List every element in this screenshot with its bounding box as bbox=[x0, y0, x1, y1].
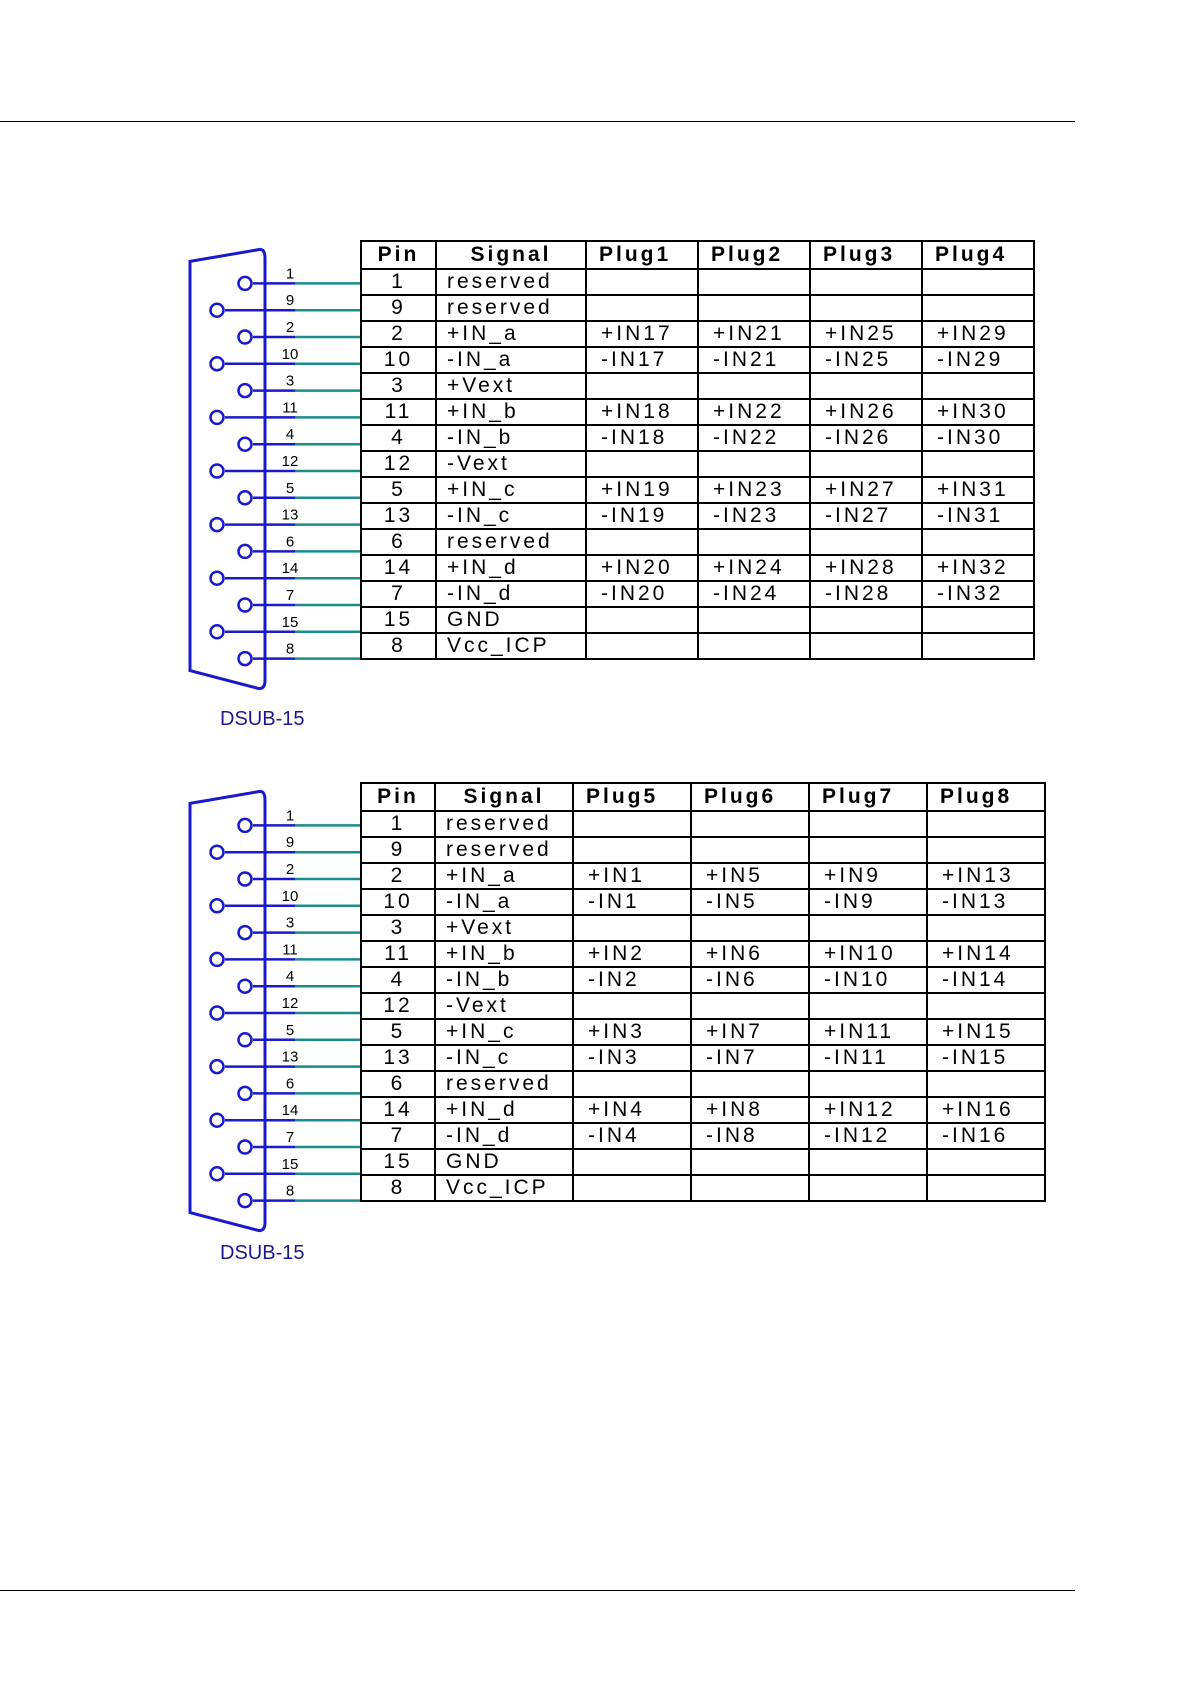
plug-cell bbox=[927, 1149, 1045, 1175]
pin-cell: 9 bbox=[361, 837, 435, 863]
signal-cell: +Vext bbox=[436, 373, 586, 399]
plug-cell bbox=[809, 993, 927, 1019]
column-header: Plug3 bbox=[810, 241, 922, 269]
plug-cell bbox=[810, 607, 922, 633]
column-header: Plug4 bbox=[922, 241, 1034, 269]
plug-cell: -IN30 bbox=[922, 425, 1034, 451]
plug-cell: +IN13 bbox=[927, 863, 1045, 889]
plug-cell: -IN2 bbox=[573, 967, 691, 993]
pin-contact-circle bbox=[211, 1060, 224, 1073]
plug-cell: +IN12 bbox=[809, 1097, 927, 1123]
table-row bbox=[361, 1175, 1045, 1201]
plug-cell: -IN12 bbox=[809, 1123, 927, 1149]
plug-cell: +IN18 bbox=[586, 399, 698, 425]
signal-cell: +IN_b bbox=[435, 941, 573, 967]
pin-cell: 1 bbox=[361, 269, 436, 295]
plug-cell: +IN16 bbox=[927, 1097, 1045, 1123]
plug-cell bbox=[810, 269, 922, 295]
signal-cell: +IN_d bbox=[436, 555, 586, 581]
plug-cell bbox=[586, 451, 698, 477]
pin-cell: 12 bbox=[361, 993, 435, 1019]
plug-cell bbox=[698, 633, 810, 659]
signal-cell: -Vext bbox=[436, 451, 586, 477]
plug-cell: -IN22 bbox=[698, 425, 810, 451]
table-row bbox=[361, 993, 1045, 1019]
signal-cell: +IN_a bbox=[435, 863, 573, 889]
table-row bbox=[361, 399, 1034, 425]
signal-cell: -IN_a bbox=[435, 889, 573, 915]
pin-number-label: 15 bbox=[281, 1155, 299, 1173]
signal-cell: reserved bbox=[435, 837, 573, 863]
signal-cell: +IN_b bbox=[436, 399, 586, 425]
plug-cell bbox=[586, 529, 698, 555]
pin-contact-circle bbox=[239, 1141, 252, 1154]
signal-cell: -Vext bbox=[435, 993, 573, 1019]
plug-cell: +IN20 bbox=[586, 555, 698, 581]
plug-cell: +IN28 bbox=[810, 555, 922, 581]
plug-cell bbox=[922, 529, 1034, 555]
pin-cell: 5 bbox=[361, 1019, 435, 1045]
pin-cell: 7 bbox=[361, 581, 436, 607]
pin-number-label: 2 bbox=[285, 861, 295, 878]
pin-cell: 6 bbox=[361, 1071, 435, 1097]
column-header: Pin bbox=[361, 783, 435, 811]
connector-label: DSUB-15 bbox=[220, 708, 305, 730]
plug-cell bbox=[698, 529, 810, 555]
plug-cell bbox=[698, 373, 810, 399]
pin-number-label: 12 bbox=[281, 453, 299, 470]
pin-contact-circle bbox=[239, 331, 252, 344]
signal-cell: +Vext bbox=[435, 915, 573, 941]
plug-cell: -IN26 bbox=[810, 425, 922, 451]
plug-cell: -IN25 bbox=[810, 347, 922, 373]
signal-cell: reserved bbox=[435, 811, 573, 837]
plug-cell: -IN17 bbox=[586, 347, 698, 373]
pin-number-label: 4 bbox=[285, 426, 295, 444]
pin-number-label: 1 bbox=[285, 807, 295, 825]
pin-cell: 11 bbox=[361, 399, 436, 425]
pin-number-label: 9 bbox=[285, 292, 295, 310]
plug-cell: +IN4 bbox=[573, 1097, 691, 1123]
plug-cell bbox=[809, 1071, 927, 1097]
plug-cell: -IN14 bbox=[927, 967, 1045, 993]
plug-cell bbox=[691, 1175, 809, 1201]
pin-number-label: 7 bbox=[285, 1129, 295, 1146]
plug-cell: -IN7 bbox=[691, 1045, 809, 1071]
table-row bbox=[361, 607, 1034, 633]
dsub15-connector-diagram bbox=[0, 240, 370, 760]
pin-cell: 2 bbox=[361, 863, 435, 889]
plug-cell bbox=[922, 373, 1034, 399]
plug-cell bbox=[573, 1175, 691, 1201]
pin-cell: 5 bbox=[361, 477, 436, 503]
plug-cell bbox=[573, 1071, 691, 1097]
plug-cell: +IN15 bbox=[927, 1019, 1045, 1045]
pin-contact-circle bbox=[239, 873, 252, 886]
pin-number-label: 11 bbox=[282, 941, 298, 959]
plug-cell: -IN13 bbox=[927, 889, 1045, 915]
plug-cell bbox=[927, 837, 1045, 863]
pin-cell: 3 bbox=[361, 915, 435, 941]
plug-cell: +IN3 bbox=[573, 1019, 691, 1045]
pin-contact-circle bbox=[211, 518, 224, 531]
table-row bbox=[361, 321, 1034, 347]
pin-number-label: 5 bbox=[285, 479, 295, 497]
pin-cell: 8 bbox=[361, 633, 436, 659]
plug-cell bbox=[586, 269, 698, 295]
plug-cell bbox=[922, 633, 1034, 659]
plug-cell bbox=[698, 295, 810, 321]
plug-cell: -IN31 bbox=[922, 503, 1034, 529]
pin-number-label: 10 bbox=[281, 345, 299, 363]
plug-cell: +IN31 bbox=[922, 477, 1034, 503]
pin-contact-circle bbox=[211, 1167, 224, 1180]
table-row bbox=[361, 477, 1034, 503]
table-row bbox=[361, 941, 1045, 967]
pin-cell: 10 bbox=[361, 347, 436, 373]
plug-cell: -IN19 bbox=[586, 503, 698, 529]
pin-contact-circle bbox=[211, 304, 224, 317]
pin-cell: 3 bbox=[361, 373, 436, 399]
plug-cell bbox=[922, 451, 1034, 477]
pin-number-label: 13 bbox=[281, 1048, 299, 1066]
signal-cell: reserved bbox=[436, 529, 586, 555]
table-row bbox=[361, 451, 1034, 477]
plug-cell bbox=[809, 1149, 927, 1175]
pin-number-label: 3 bbox=[285, 372, 295, 390]
pin-contact-circle bbox=[211, 846, 224, 859]
pin-contact-circle bbox=[239, 926, 252, 939]
pin-number-label: 8 bbox=[285, 640, 295, 658]
plug-cell: +IN1 bbox=[573, 863, 691, 889]
plug-cell: -IN32 bbox=[922, 581, 1034, 607]
plug-cell: +IN25 bbox=[810, 321, 922, 347]
column-header: Signal bbox=[435, 783, 573, 811]
plug-cell bbox=[810, 451, 922, 477]
pin-contact-circle bbox=[211, 572, 224, 585]
signal-cell: +IN_c bbox=[436, 477, 586, 503]
pin-contact-circle bbox=[239, 1087, 252, 1100]
plug-cell bbox=[573, 811, 691, 837]
pinout-diagram-plugs-5-8 bbox=[0, 782, 1190, 1302]
signal-cell: +IN_d bbox=[435, 1097, 573, 1123]
column-header: Plug7 bbox=[809, 783, 927, 811]
plug-cell: +IN29 bbox=[922, 321, 1034, 347]
plug-cell: +IN22 bbox=[698, 399, 810, 425]
plug-cell: +IN24 bbox=[698, 555, 810, 581]
plug-cell: -IN24 bbox=[698, 581, 810, 607]
table-row bbox=[361, 889, 1045, 915]
pin-number-label: 4 bbox=[285, 968, 295, 986]
signal-cell: -IN_b bbox=[435, 967, 573, 993]
pin-contact-circle bbox=[239, 438, 252, 451]
plug-cell bbox=[691, 1149, 809, 1175]
pin-contact-circle bbox=[239, 1194, 252, 1207]
plug-cell: -IN16 bbox=[927, 1123, 1045, 1149]
signal-cell: Vcc_ICP bbox=[436, 633, 586, 659]
plug-cell bbox=[809, 837, 927, 863]
plug-cell bbox=[698, 607, 810, 633]
pin-contact-circle bbox=[239, 491, 252, 504]
pin-contact-circle bbox=[239, 652, 252, 665]
header-rule bbox=[0, 121, 1075, 122]
table-row bbox=[361, 1045, 1045, 1071]
plug-cell: -IN18 bbox=[586, 425, 698, 451]
plug-cell: -IN6 bbox=[691, 967, 809, 993]
plug-cell bbox=[810, 295, 922, 321]
pin-cell: 1 bbox=[361, 811, 435, 837]
column-header: Plug8 bbox=[927, 783, 1045, 811]
plug-cell: -IN23 bbox=[698, 503, 810, 529]
pin-contact-circle bbox=[239, 277, 252, 290]
table-row bbox=[361, 555, 1034, 581]
table-row bbox=[361, 1123, 1045, 1149]
pin-cell: 15 bbox=[361, 1149, 435, 1175]
column-header: Plug2 bbox=[698, 241, 810, 269]
signal-cell: -IN_c bbox=[435, 1045, 573, 1071]
plug-cell bbox=[573, 837, 691, 863]
column-header: Signal bbox=[436, 241, 586, 269]
pin-number-label: 12 bbox=[281, 995, 299, 1012]
pin-number-label: 8 bbox=[285, 1182, 295, 1200]
table-row bbox=[361, 967, 1045, 993]
table-row bbox=[361, 373, 1034, 399]
plug-cell: -IN11 bbox=[809, 1045, 927, 1071]
pin-number-label: 5 bbox=[285, 1021, 295, 1039]
plug-cell: -IN29 bbox=[922, 347, 1034, 373]
dsub15-connector-diagram bbox=[0, 782, 370, 1302]
plug-cell bbox=[927, 811, 1045, 837]
plug-cell: -IN28 bbox=[810, 581, 922, 607]
plug-cell bbox=[927, 1071, 1045, 1097]
table-row bbox=[361, 837, 1045, 863]
plug-cell: +IN11 bbox=[809, 1019, 927, 1045]
pin-cell: 4 bbox=[361, 425, 436, 451]
connector-shell bbox=[190, 791, 265, 1230]
pin-number-label: 2 bbox=[285, 319, 295, 336]
signal-cell: -IN_a bbox=[436, 347, 586, 373]
pin-cell: 11 bbox=[361, 941, 435, 967]
pin-contact-circle bbox=[239, 1033, 252, 1046]
plug-cell bbox=[691, 811, 809, 837]
signal-cell: Vcc_ICP bbox=[435, 1175, 573, 1201]
plug-cell: -IN5 bbox=[691, 889, 809, 915]
plug-cell: -IN10 bbox=[809, 967, 927, 993]
signal-cell: reserved bbox=[435, 1071, 573, 1097]
plug-cell: +IN23 bbox=[698, 477, 810, 503]
plug-cell bbox=[698, 269, 810, 295]
column-header: Plug6 bbox=[691, 783, 809, 811]
table-row bbox=[361, 581, 1034, 607]
table-row bbox=[361, 503, 1034, 529]
column-header: Plug1 bbox=[586, 241, 698, 269]
pin-cell: 10 bbox=[361, 889, 435, 915]
table-row bbox=[361, 347, 1034, 373]
pin-contact-circle bbox=[211, 1114, 224, 1127]
plug-cell bbox=[573, 1149, 691, 1175]
pin-number-label: 3 bbox=[285, 914, 295, 932]
pin-number-label: 15 bbox=[281, 613, 299, 631]
signal-cell: -IN_b bbox=[436, 425, 586, 451]
plug-cell bbox=[810, 633, 922, 659]
plug-cell bbox=[927, 1175, 1045, 1201]
pin-contact-circle bbox=[239, 980, 252, 993]
plug-cell bbox=[810, 373, 922, 399]
pin-number-label: 9 bbox=[285, 834, 295, 852]
plug-cell: +IN8 bbox=[691, 1097, 809, 1123]
plug-cell: +IN6 bbox=[691, 941, 809, 967]
plug-cell: +IN26 bbox=[810, 399, 922, 425]
pin-number-label: 7 bbox=[285, 587, 295, 604]
plug-cell: +IN5 bbox=[691, 863, 809, 889]
pin-number-label: 14 bbox=[281, 560, 299, 578]
plug-cell bbox=[922, 269, 1034, 295]
plug-cell: +IN19 bbox=[586, 477, 698, 503]
connector-shell bbox=[190, 249, 265, 688]
signal-cell: GND bbox=[435, 1149, 573, 1175]
pin-number-label: 11 bbox=[282, 399, 298, 417]
plug-cell: +IN21 bbox=[698, 321, 810, 347]
plug-cell bbox=[809, 1175, 927, 1201]
signal-cell: GND bbox=[436, 607, 586, 633]
table-row bbox=[361, 1019, 1045, 1045]
plug-cell bbox=[922, 295, 1034, 321]
pin-cell: 7 bbox=[361, 1123, 435, 1149]
plug-cell: -IN21 bbox=[698, 347, 810, 373]
pin-cell: 13 bbox=[361, 1045, 435, 1071]
plug-cell: +IN2 bbox=[573, 941, 691, 967]
plug-cell: +IN7 bbox=[691, 1019, 809, 1045]
pin-cell: 14 bbox=[361, 1097, 435, 1123]
pin-contact-circle bbox=[211, 411, 224, 424]
table-row bbox=[361, 811, 1045, 837]
table-row bbox=[361, 529, 1034, 555]
pin-cell: 12 bbox=[361, 451, 436, 477]
table-row bbox=[361, 1071, 1045, 1097]
table-header-row bbox=[361, 241, 1034, 269]
pin-cell: 6 bbox=[361, 529, 436, 555]
pin-contact-circle bbox=[211, 625, 224, 638]
plug-cell bbox=[698, 451, 810, 477]
pinout-table bbox=[360, 240, 1035, 660]
signal-cell: +IN_c bbox=[435, 1019, 573, 1045]
plug-cell: +IN27 bbox=[810, 477, 922, 503]
plug-cell bbox=[586, 373, 698, 399]
table-row bbox=[361, 269, 1034, 295]
plug-cell bbox=[573, 993, 691, 1019]
table-row bbox=[361, 1097, 1045, 1123]
pin-contact-circle bbox=[211, 1007, 224, 1020]
table-row bbox=[361, 425, 1034, 451]
pin-cell: 9 bbox=[361, 295, 436, 321]
pin-contact-circle bbox=[211, 465, 224, 478]
pinout-diagram-plugs-1-4 bbox=[0, 240, 1190, 760]
plug-cell: -IN9 bbox=[809, 889, 927, 915]
table-row bbox=[361, 1149, 1045, 1175]
connector-label: DSUB-15 bbox=[220, 1242, 305, 1264]
pin-contact-circle bbox=[211, 357, 224, 370]
column-header: Pin bbox=[361, 241, 436, 269]
table-row bbox=[361, 915, 1045, 941]
pinout-table bbox=[360, 782, 1046, 1202]
plug-cell bbox=[586, 633, 698, 659]
plug-cell bbox=[573, 915, 691, 941]
signal-cell: -IN_d bbox=[436, 581, 586, 607]
pin-number-label: 6 bbox=[285, 1075, 295, 1093]
pin-cell: 15 bbox=[361, 607, 436, 633]
pin-contact-circle bbox=[239, 599, 252, 612]
plug-cell: +IN14 bbox=[927, 941, 1045, 967]
plug-cell bbox=[927, 915, 1045, 941]
signal-cell: reserved bbox=[436, 295, 586, 321]
signal-cell: +IN_a bbox=[436, 321, 586, 347]
plug-cell: -IN3 bbox=[573, 1045, 691, 1071]
pin-number-label: 13 bbox=[281, 506, 299, 524]
table-row bbox=[361, 295, 1034, 321]
pin-number-label: 1 bbox=[285, 265, 295, 283]
signal-cell: reserved bbox=[436, 269, 586, 295]
plug-cell bbox=[922, 607, 1034, 633]
column-header: Plug5 bbox=[573, 783, 691, 811]
plug-cell: -IN1 bbox=[573, 889, 691, 915]
plug-cell bbox=[691, 1071, 809, 1097]
plug-cell: +IN9 bbox=[809, 863, 927, 889]
footer-rule bbox=[0, 1590, 1075, 1591]
plug-cell bbox=[691, 837, 809, 863]
plug-cell bbox=[586, 295, 698, 321]
pin-cell: 13 bbox=[361, 503, 436, 529]
pin-cell: 14 bbox=[361, 555, 436, 581]
pin-number-label: 10 bbox=[281, 887, 299, 905]
pin-cell: 2 bbox=[361, 321, 436, 347]
pin-contact-circle bbox=[211, 953, 224, 966]
plug-cell: +IN32 bbox=[922, 555, 1034, 581]
plug-cell: +IN30 bbox=[922, 399, 1034, 425]
plug-cell: -IN20 bbox=[586, 581, 698, 607]
plug-cell bbox=[586, 607, 698, 633]
pin-number-label: 14 bbox=[281, 1102, 299, 1120]
plug-cell: -IN8 bbox=[691, 1123, 809, 1149]
pin-contact-circle bbox=[239, 819, 252, 832]
plug-cell bbox=[810, 529, 922, 555]
plug-cell: -IN4 bbox=[573, 1123, 691, 1149]
table-row bbox=[361, 863, 1045, 889]
table-header-row bbox=[361, 783, 1045, 811]
pin-contact-circle bbox=[239, 384, 252, 397]
table-row bbox=[361, 633, 1034, 659]
plug-cell: -IN27 bbox=[810, 503, 922, 529]
plug-cell: +IN10 bbox=[809, 941, 927, 967]
pin-contact-circle bbox=[239, 545, 252, 558]
plug-cell bbox=[691, 993, 809, 1019]
pin-contact-circle bbox=[211, 899, 224, 912]
plug-cell bbox=[691, 915, 809, 941]
pin-cell: 8 bbox=[361, 1175, 435, 1201]
signal-cell: -IN_d bbox=[435, 1123, 573, 1149]
signal-cell: -IN_c bbox=[436, 503, 586, 529]
pin-number-label: 6 bbox=[285, 533, 295, 551]
plug-cell: +IN17 bbox=[586, 321, 698, 347]
plug-cell bbox=[809, 915, 927, 941]
plug-cell bbox=[927, 993, 1045, 1019]
plug-cell: -IN15 bbox=[927, 1045, 1045, 1071]
plug-cell bbox=[809, 811, 927, 837]
pin-cell: 4 bbox=[361, 967, 435, 993]
